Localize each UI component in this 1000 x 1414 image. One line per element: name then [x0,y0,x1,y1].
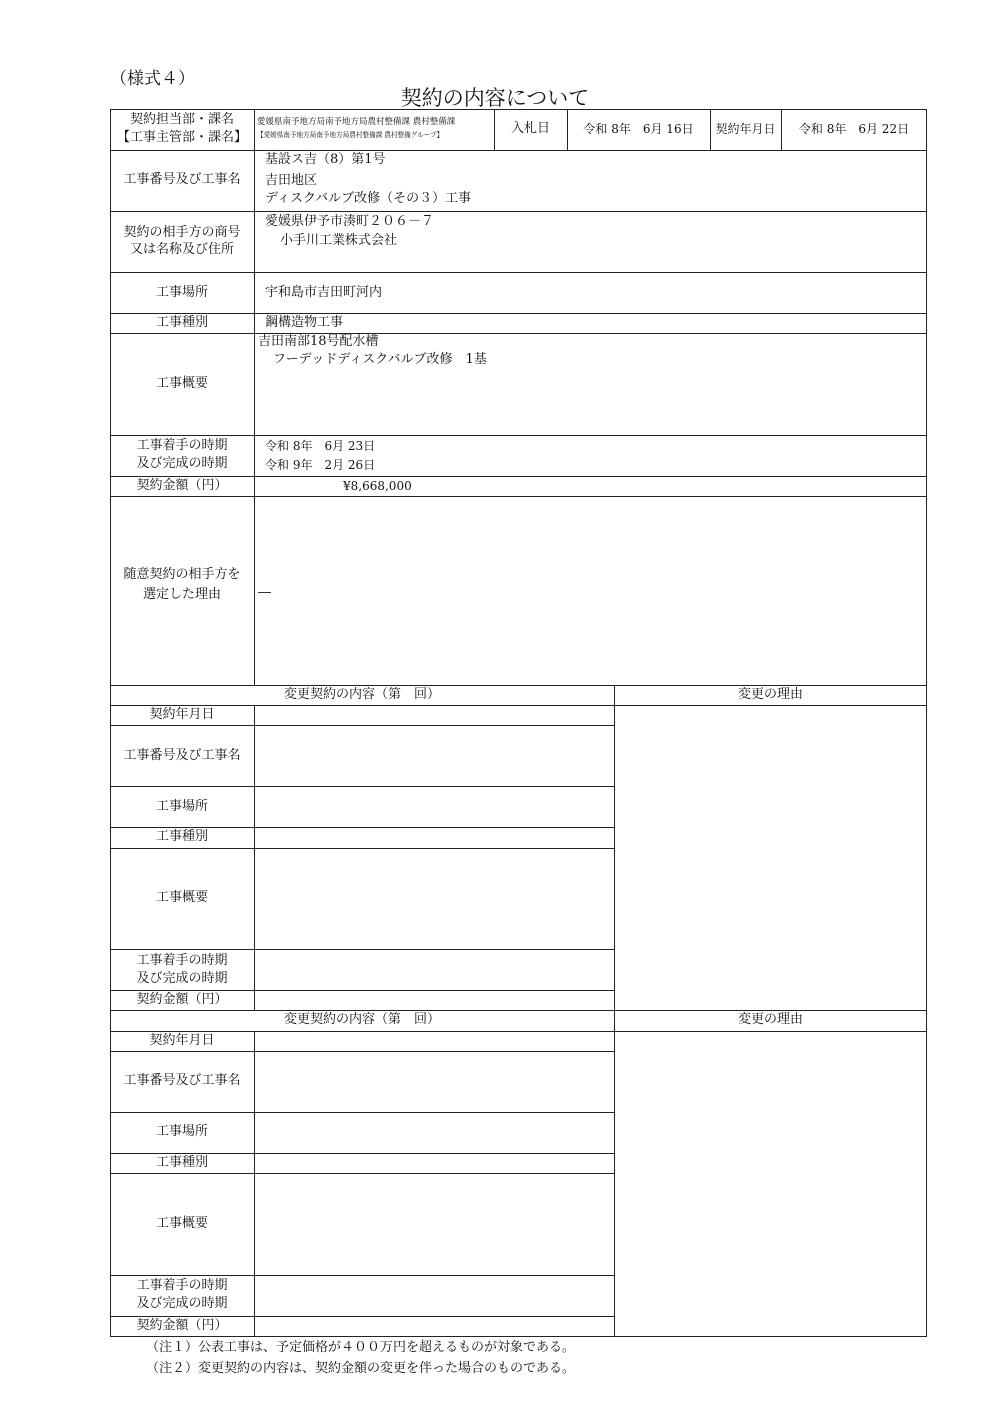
divider [110,333,927,334]
change-period-label: 工事着手の時期 [136,953,228,968]
divider [110,272,927,273]
divider [614,685,615,1011]
change-contract-date-label: 契約年月日 [149,707,215,722]
contract-date-value: 令和 8年 6月 22日 [798,122,910,136]
change-amount-label: 契約金額（円） [136,992,228,1007]
note: （注１）公表工事は、予定価格が４００万円を超えるものが対象である。 [146,1340,576,1355]
change-reason-header: 変更の理由 [737,1012,803,1027]
change-amount-label: 契約金額（円） [136,1318,228,1333]
reason-label: 随意契約の相手方を [123,567,241,582]
partner-address: 愛媛県伊予市湊町２０６－７ [265,214,435,229]
reason-value: ― [258,585,271,600]
divider [110,435,927,436]
bid-date-label: 入札日 [510,121,550,136]
page-title: 契約の内容について [400,86,590,110]
summary-label: 工事概要 [155,376,208,391]
change-reason-header: 変更の理由 [737,687,803,702]
period-label: 工事着手の時期 [136,438,228,453]
dept-value-sub: 【愛媛県南予地方局南予地方局農村整備課 農村整備グループ】 [257,131,444,139]
dept-label: 契約担当部・課名 [129,112,234,127]
place-value: 宇和島市吉田町河内 [265,285,383,300]
period-label-sub: 及び完成の時期 [136,456,228,471]
place-label: 工事場所 [155,285,208,300]
divider [110,211,927,212]
summary-line: フーデッドディスクバルブ改修 1基 [273,352,487,367]
change-period-label-sub: 及び完成の時期 [136,1296,228,1311]
change-work-no-label: 工事番号及び工事名 [123,748,241,763]
partner-name: 小手川工業株式会社 [280,233,398,248]
change-summary-label: 工事概要 [155,890,208,905]
start-date: 令和 8年 6月 23日 [265,439,376,453]
divider [110,786,614,787]
divider [110,1173,614,1174]
partner-label: 契約の相手方の商号 [123,225,241,240]
divider [110,1051,614,1052]
reason-label-sub: 選定した理由 [142,587,221,602]
change-summary-label: 工事概要 [155,1216,208,1231]
change-period-label: 工事着手の時期 [136,1278,228,1293]
change-contract-date-label: 契約年月日 [149,1033,215,1048]
divider [110,150,927,151]
change-type-label: 工事種別 [155,829,208,844]
divider [110,848,614,849]
note: （注２）変更契約の内容は、契約金額の変更を伴った場合のものである。 [146,1361,576,1376]
amount-value: ¥8,668,000 [343,479,412,493]
type-value: 鋼構造物工事 [265,315,344,330]
dept-value: 愛媛県南予地方局南予地方局農村整備課 農村整備課 [257,117,456,127]
divider [110,949,614,950]
change-place-label: 工事場所 [155,1124,208,1139]
divider [254,109,255,686]
partner-label-sub: 又は名称及び住所 [129,242,234,257]
work-no-line: 吉田地区 [265,173,318,188]
work-no-line: ディスクバルブ改修（その３）工事 [265,191,472,206]
divider [110,725,614,726]
change-header: 変更契約の内容（第 回） [283,687,440,702]
divider [254,1031,255,1337]
change-place-label: 工事場所 [155,799,208,814]
divider [254,705,255,1011]
dept-label-sub: 【工事主管部・課名】 [116,130,247,145]
change-header: 変更契約の内容（第 回） [283,1012,440,1027]
work-no-label: 工事番号及び工事名 [123,172,241,187]
divider [110,1275,614,1276]
divider [614,1010,615,1337]
summary-line: 吉田南部18号配水槽 [258,334,379,349]
bid-date-value: 令和 8年 6月 16日 [583,122,694,136]
change-type-label: 工事種別 [155,1155,208,1170]
change-work-no-label: 工事番号及び工事名 [123,1073,241,1088]
form-label: （様式４） [110,69,195,89]
divider [110,496,927,497]
amount-label: 契約金額（円） [136,478,228,493]
work-no-line: 基設ス吉（8）第1号 [265,152,386,167]
end-date: 令和 9年 2月 26日 [265,458,376,472]
change-period-label-sub: 及び完成の時期 [136,971,228,986]
type-label: 工事種別 [155,315,208,330]
divider [110,1112,614,1113]
contract-date-label: 契約年月日 [715,122,776,136]
